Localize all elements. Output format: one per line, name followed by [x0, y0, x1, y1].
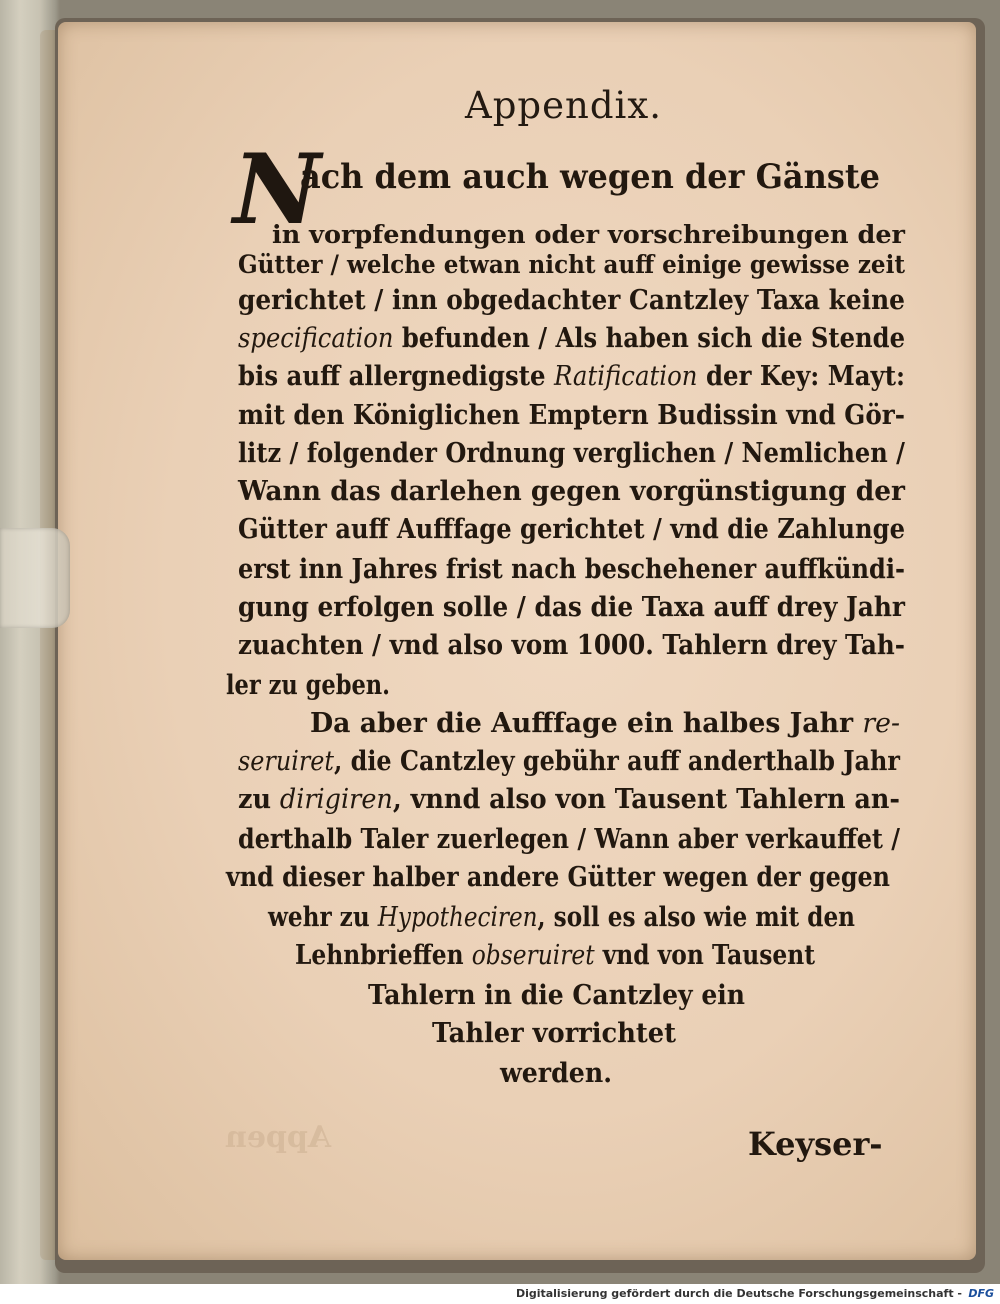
- text-line: ach dem auch wegen der Gänste: [300, 157, 880, 197]
- text-segment: , die Cantzley gebühr auff anderthalb Jahr: [334, 746, 900, 777]
- text-line: Wann das darlehen gegen vorgünstigung der: [238, 476, 905, 507]
- text-line: werden.: [500, 1058, 612, 1089]
- text-segment: vnd von Tausent: [594, 940, 815, 971]
- text-line: [238, 363, 905, 390]
- text-segment: der Key: Mayt:: [697, 361, 905, 392]
- text-line: [238, 748, 900, 775]
- text-line: [295, 942, 815, 969]
- text-segment: seruiret: [238, 746, 335, 777]
- dfg-logo: DFG: [968, 1287, 994, 1300]
- text-line: vnd dieser halber andere Gütter wegen der gegen: [226, 862, 890, 893]
- catchword: Keyser-: [748, 1125, 883, 1163]
- text-line: erst inn Jahres frist nach beschehener auffkündi-: [238, 554, 905, 585]
- text-segment: Hypotheciren: [377, 902, 538, 933]
- text-line: Gütter / welche etwan nicht auff einige gewisse zeit: [238, 250, 905, 279]
- text-line: gerichtet / inn obgedachter Cantzley Taxa keine: [238, 285, 905, 316]
- drop-cap: N: [233, 133, 321, 246]
- clasp-tab: [0, 528, 70, 628]
- footer-bar: [0, 1284, 1000, 1304]
- text-line: gung erfolgen solle / das die Taxa auff drey Jahr: [238, 592, 905, 623]
- text-segment: , vnnd also von Tausent Tahlern an-: [392, 784, 900, 815]
- text-segment: Lehnbrieffen: [295, 940, 472, 971]
- text-line: Gütter auff Aufffage gerichtet / vnd die Zahlunge: [238, 514, 905, 545]
- text-line: Tahler vorrichtet: [432, 1018, 676, 1049]
- text-line: zuachten / vnd also vom 1000. Tahlern drey Tah-: [238, 630, 905, 661]
- text-line: [268, 904, 855, 931]
- text-segment: dirigiren: [279, 784, 393, 815]
- text-segment: specification: [238, 323, 394, 354]
- bleed-through-text: Appen: [225, 1120, 332, 1155]
- running-head: Appendix.: [465, 84, 662, 127]
- text-segment: , soll es also wie mit den: [537, 902, 855, 933]
- text-line: [310, 710, 900, 737]
- text-segment: befunden / Als haben sich die Stende: [393, 323, 905, 354]
- text-line: Tahlern in die Cantzley ein: [368, 980, 745, 1011]
- text-line: [238, 325, 905, 352]
- text-line: [238, 786, 900, 813]
- text-line: derthalb Taler zuerlegen / Wann aber verkauffet /: [238, 824, 900, 855]
- text-segment: Da aber die Aufffage ein halbes Jahr: [310, 708, 863, 739]
- text-segment: re-: [862, 708, 900, 739]
- text-line: litz / folgender Ordnung verglichen / Nemlichen /: [238, 438, 905, 469]
- text-segment: obseruiret: [471, 940, 595, 971]
- text-segment: zu: [238, 784, 280, 815]
- text-segment: wehr zu: [268, 902, 378, 933]
- text-line: in vorpfendungen oder vorschreibungen der: [272, 220, 905, 249]
- text-segment: Ratification: [553, 361, 698, 392]
- text-segment: bis auff allergnedigste: [238, 361, 554, 392]
- text-line: mit den Königlichen Emptern Budissin vnd Gör-: [238, 400, 905, 431]
- footer-credit: Digitalisierung gefördert durch die Deutsche Forschungsgemeinschaft -: [515, 1287, 962, 1300]
- text-line: ler zu geben.: [226, 670, 390, 701]
